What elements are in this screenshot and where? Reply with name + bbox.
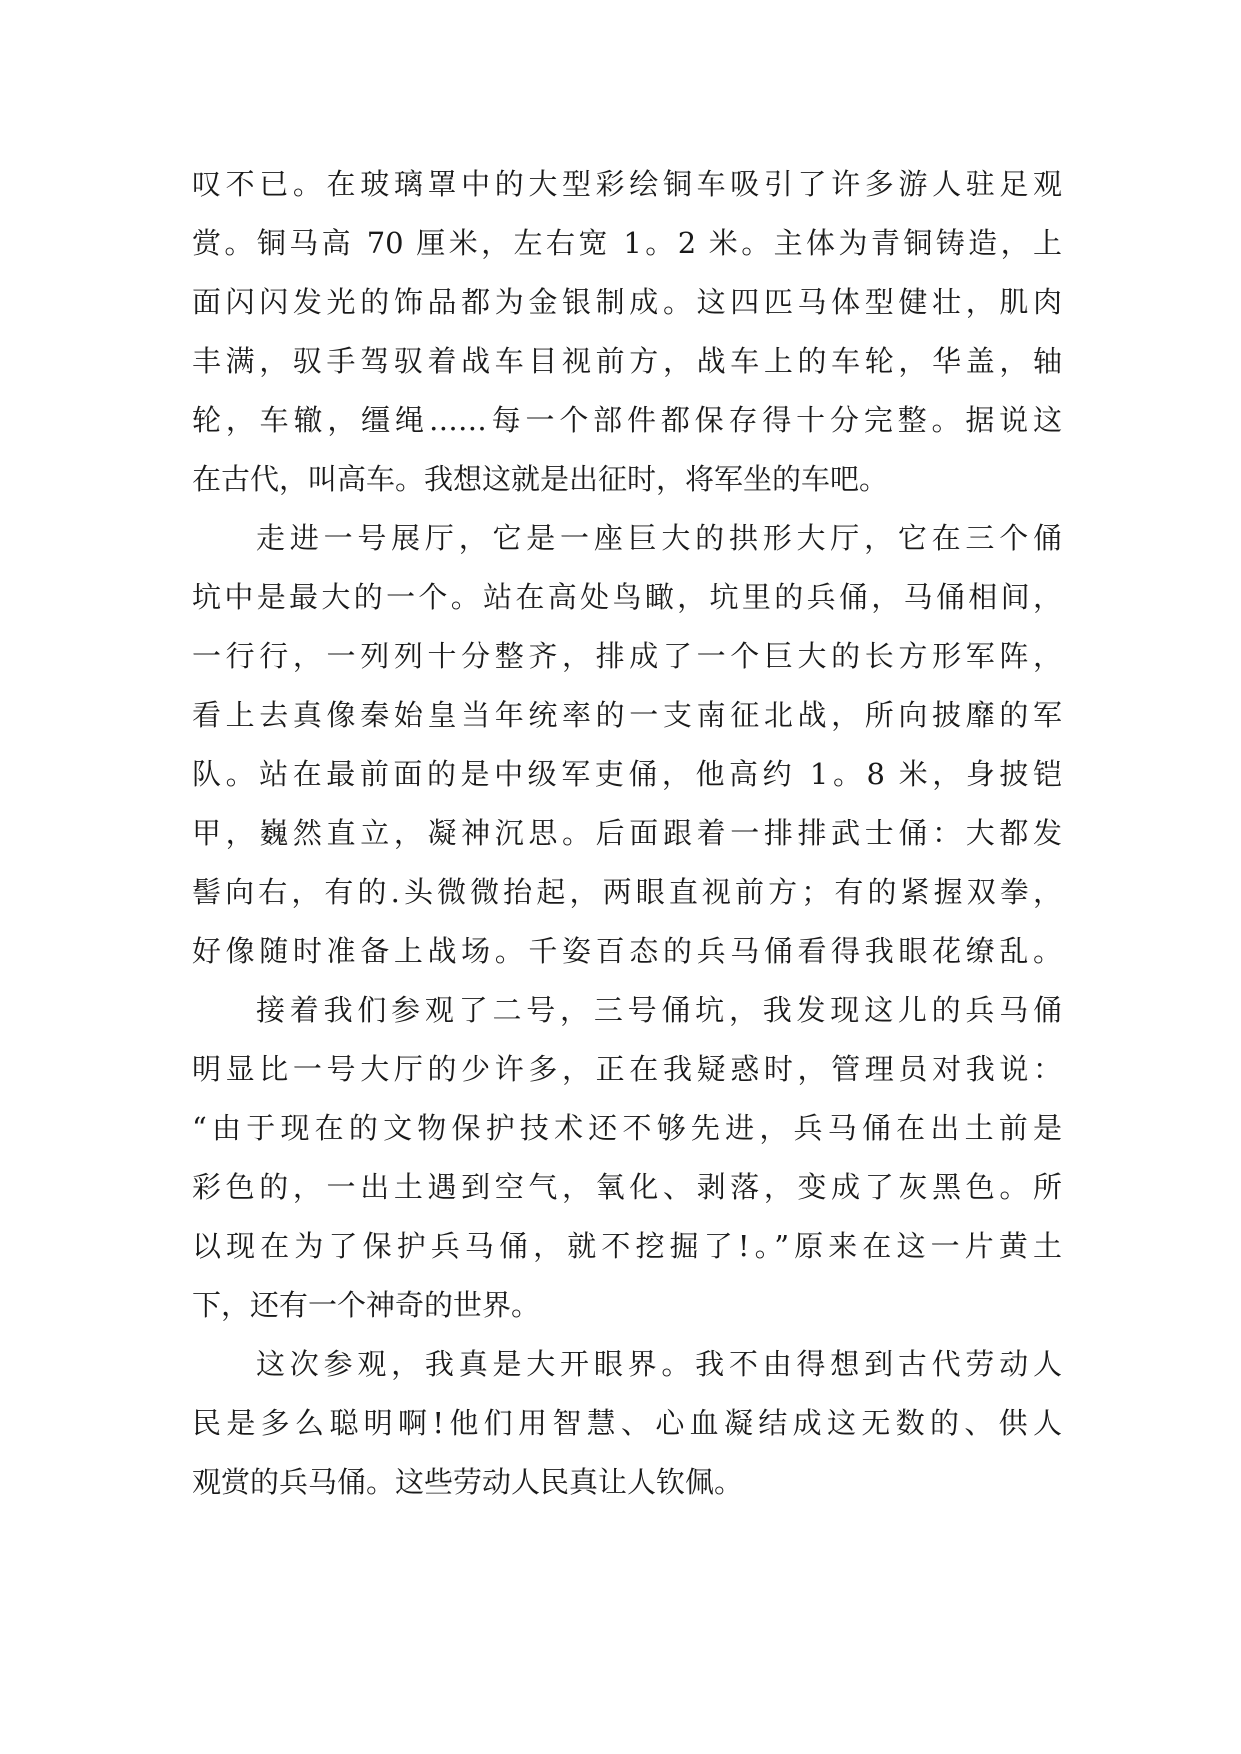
text-line: 以现在为了保护兵马俑，就不挖掘了!。”原来在这一片黄土: [192, 1229, 1062, 1263]
paragraph: [192, 509, 1062, 981]
text-line: 赏。铜马高 70 厘米，左右宽 1。2 米。主体为青铜铸造，上: [192, 226, 1062, 260]
text-line: 丰满，驭手驾驭着战车目视前方，战车上的车轮，华盖，轴: [192, 344, 1062, 378]
text-line: 一行行，一列列十分整齐，排成了一个巨大的长方形军阵，: [192, 639, 1062, 673]
text-line: 明显比一号大厅的少许多，正在我疑惑时，管理员对我说：: [192, 1052, 1062, 1086]
paragraph: [192, 981, 1062, 1335]
text-line: 坑中是最大的一个。站在高处鸟瞰，坑里的兵俑，马俑相间，: [192, 580, 1062, 614]
text-line: 甲，巍然直立，凝神沉思。后面跟着一排排武士俑：大都发: [192, 816, 1062, 850]
text-line: 队。站在最前面的是中级军吏俑，他高约 1。8 米，身披铠: [192, 757, 1062, 791]
text-line: 下，还有一个神奇的世界。: [192, 1288, 541, 1322]
paragraph: [192, 155, 1062, 509]
text-line: 在古代，叫高车。我想这就是出征时，将军坐的车吧。: [192, 462, 889, 496]
text-line: “由于现在的文物保护技术还不够先进，兵马俑在出土前是: [192, 1111, 1062, 1145]
text-line: 观赏的兵马俑。这些劳动人民真让人钦佩。: [192, 1465, 744, 1499]
text-line: 这次参观，我真是大开眼界。我不由得想到古代劳动人: [256, 1347, 1062, 1381]
text-line: 面闪闪发光的饰品都为金银制成。这四匹马体型健壮，肌肉: [192, 285, 1062, 319]
text-line: 叹不已。在玻璃罩中的大型彩绘铜车吸引了许多游人驻足观: [192, 167, 1062, 201]
text-line: 彩色的，一出土遇到空气，氧化、剥落，变成了灰黑色。所: [192, 1170, 1062, 1204]
text-line: 好像随时准备上战场。千姿百态的兵马俑看得我眼花缭乱。: [192, 934, 1062, 968]
text-line: 走进一号展厅，它是一座巨大的拱形大厅，它在三个俑: [256, 521, 1062, 555]
text-line: 髻向右，有的.头微微抬起，两眼直视前方；有的紧握双拳，: [192, 875, 1062, 909]
text-line: 民是多么聪明啊!他们用智慧、心血凝结成这无数的、供人: [192, 1406, 1062, 1440]
paragraph: [192, 1335, 1062, 1512]
essay-body: [192, 155, 1062, 1512]
text-line: 看上去真像秦始皇当年统率的一支南征北战，所向披靡的军: [192, 698, 1062, 732]
text-line: 接着我们参观了二号，三号俑坑，我发现这儿的兵马俑: [256, 993, 1062, 1027]
text-line: 轮，车辙，缰绳……每一个部件都保存得十分完整。据说这: [192, 403, 1062, 437]
